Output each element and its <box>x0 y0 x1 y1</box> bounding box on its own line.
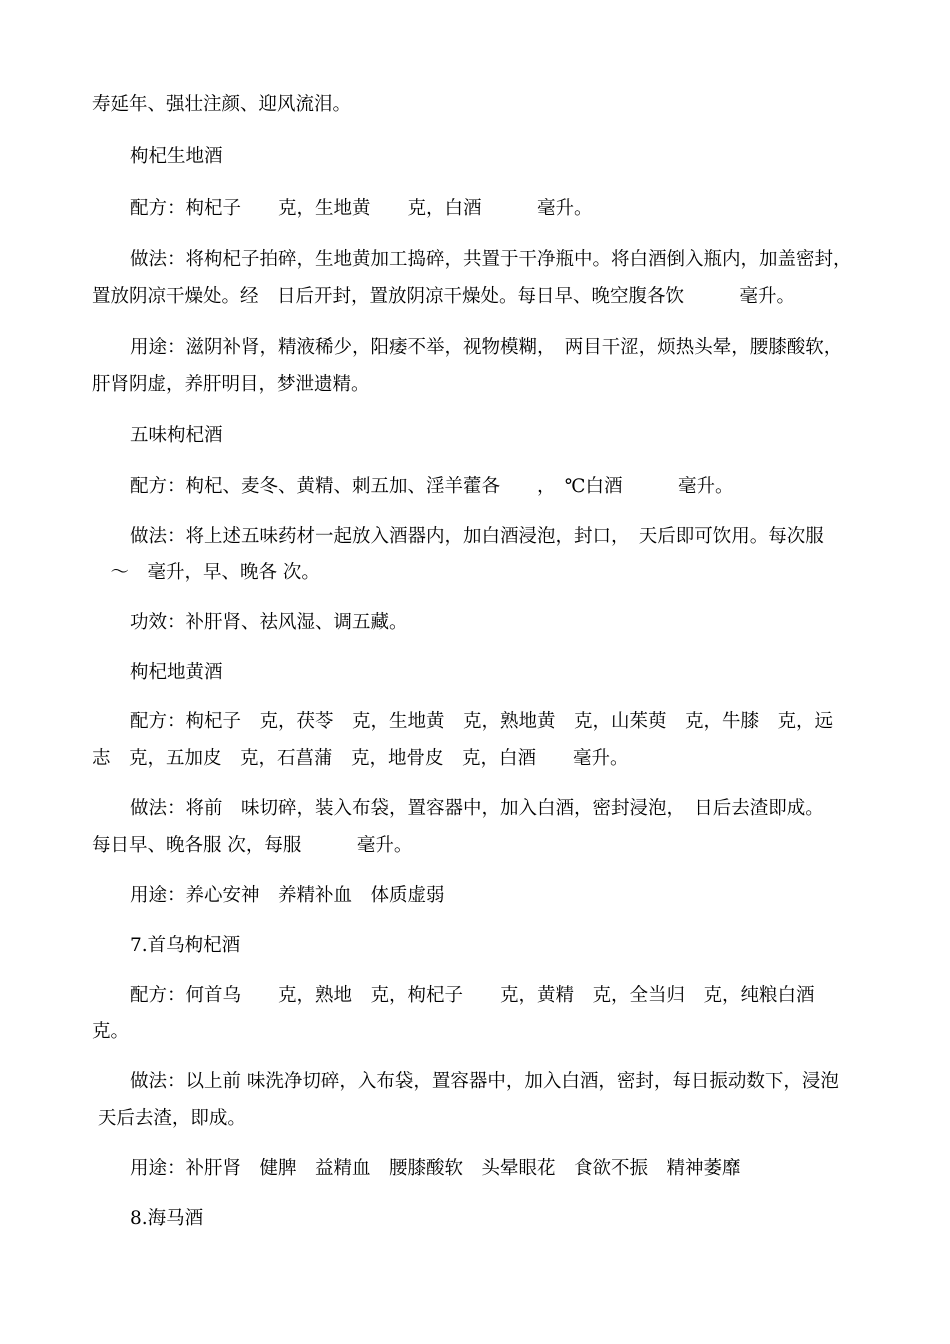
recipe-ingredients-2: 配方：枸杞、麦冬、黄精、刺五加、淫羊藿各 ， ℃白酒 毫升。 <box>130 476 734 497</box>
recipe-use-1b: 肝肾阴虚，养肝明目，梦泄遗精。 <box>92 374 370 395</box>
recipe-ingredients-3a: 配方：枸杞子 克，茯苓 克，生地黄 克，熟地黄 克，山茱萸 克，牛膝 克，远 <box>130 711 834 732</box>
recipe-use-3: 用途：养心安神 养精补血 体质虚弱 <box>130 885 445 906</box>
recipe-method-1a: 做法：将枸杞子拍碎，生地黄加工捣碎，共置于干净瓶中。将白酒倒入瓶内，加盖密封， <box>130 249 852 270</box>
recipe-method-4b: 天后去渣，即成。 <box>92 1108 246 1129</box>
heading-wuwei-gouqi-jiu: 五味枸杞酒 <box>130 425 223 446</box>
recipe-ingredients-3b: 志 克，五加皮 克，石菖蒲 克，地骨皮 克，白酒 毫升。 <box>92 748 629 769</box>
recipe-ingredients-1: 配方：枸杞子 克，生地黄 克，白酒 毫升。 <box>130 198 593 219</box>
recipe-method-2b: ～ 毫升，早、晚各 次。 <box>92 562 320 583</box>
heading-shouwu-gouqi-jiu: 7.首乌枸杞酒 <box>130 935 241 956</box>
recipe-use-1a: 用途：滋阴补肾，精液稀少，阳痿不举，视物模糊， 两目干涩，烦热头晕，腰膝酸软， <box>130 337 843 358</box>
heading-haima-jiu: 8.海马酒 <box>130 1208 204 1229</box>
recipe-method-1b: 置放阴凉干燥处。经 日后开封，置放阴凉干燥处。每日早、晚空腹各饮 毫升。 <box>92 286 796 307</box>
recipe-effect-2: 功效：补肝肾、祛风湿、调五藏。 <box>130 612 408 633</box>
recipe-method-3a: 做法：将前 味切碎，装入布袋，置容器中，加入白酒，密封浸泡， 日后去渣即成。 <box>130 798 824 819</box>
recipe-method-3b: 每日早、晚各服 次，每服 毫升。 <box>92 835 413 856</box>
recipe-ingredients-4b: 克。 <box>92 1021 130 1042</box>
recipe-method-2a: 做法：将上述五味药材一起放入酒器内，加白酒浸泡，封口， 天后即可饮用。每次服 <box>130 526 824 547</box>
text-line-1: 寿延年、强壮注颜、迎风流泪。 <box>92 94 352 115</box>
recipe-use-4: 用途：补肝肾 健脾 益精血 腰膝酸软 头晕眼花 食欲不振 精神萎靡 <box>130 1158 741 1179</box>
heading-gouqi-dihuang-jiu: 枸杞地黄酒 <box>130 662 223 683</box>
heading-gouqi-shengdi-jiu: 枸杞生地酒 <box>130 146 223 167</box>
recipe-ingredients-4a: 配方：何首乌 克，熟地 克，枸杞子 克，黄精 克，全当归 克，纯粮白酒 <box>130 985 815 1006</box>
recipe-method-4a: 做法：以上前 味洗净切碎，入布袋，置容器中，加入白酒，密封，每日振动数下，浸泡 <box>130 1071 839 1092</box>
